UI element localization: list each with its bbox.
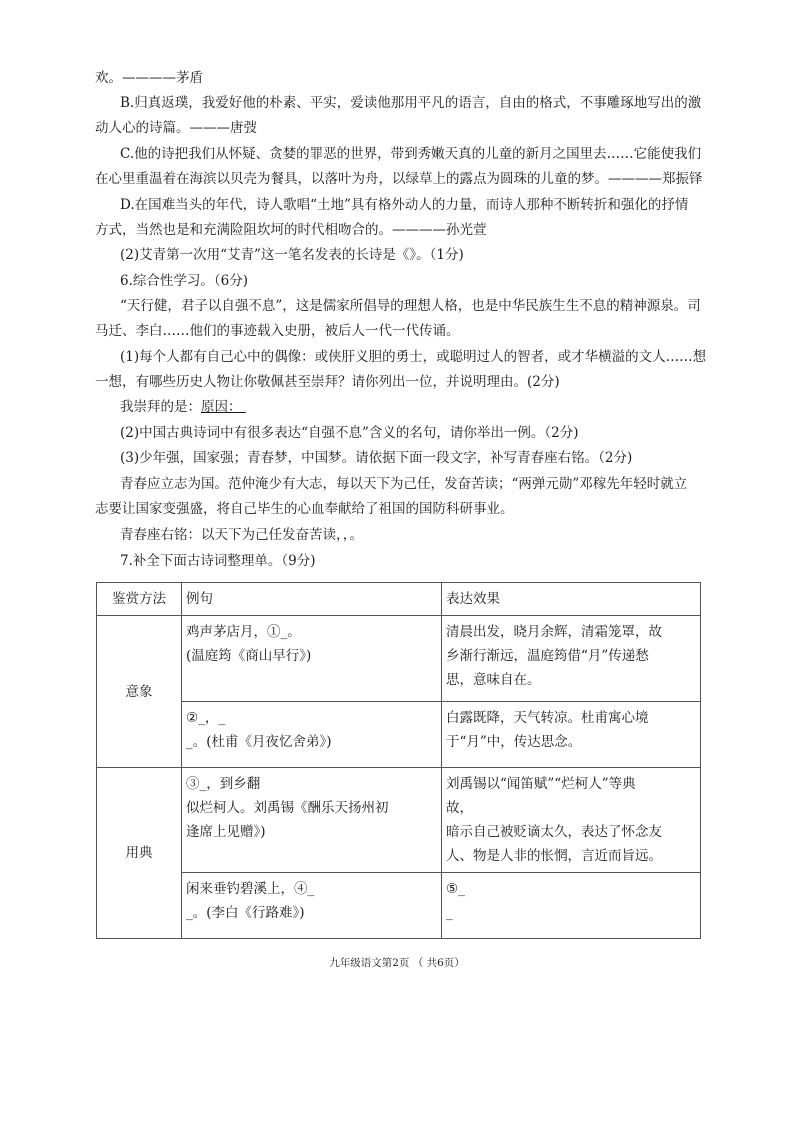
effect-line: 刘禹锡以“闻笛赋”“烂柯人”等典 bbox=[446, 776, 636, 792]
table-header-row bbox=[97, 583, 701, 616]
text-line: 动人心的诗篇。———唐弢 bbox=[95, 120, 257, 136]
text-line: 方式，当然也是和充满险阻坎坷的时代相吻合的。————孙光萱 bbox=[95, 222, 487, 238]
effect-line: 于“月”中，传达思念。 bbox=[446, 734, 582, 750]
table-row bbox=[97, 616, 701, 702]
method-cell: 用典 bbox=[97, 768, 182, 939]
effect-line: 白露既降，天气转凉。杜甫寓心境 bbox=[446, 710, 649, 726]
effect-line: 思，意味自在。 bbox=[446, 672, 541, 688]
example-line[interactable]: _。(杜甫《月夜忆舍弟》) bbox=[186, 734, 332, 750]
poetry-table bbox=[96, 582, 701, 939]
example-line[interactable]: _。(李白《行路难》) bbox=[186, 905, 305, 921]
effect-line[interactable]: ⑤_ bbox=[446, 881, 465, 897]
option-b-line: B.归真返璞，我爱好他的朴素、平实，爱读他那用平凡的语言，自由的格式，不事雕琢地写出的激 bbox=[120, 95, 702, 111]
paragraph-line: “天行健，君子以自强不息”，这是儒家所倡导的理想人格，也是中华民族生生不息的精神源泉。司 bbox=[120, 298, 701, 314]
text-line: 在心里重温着在海滨以贝壳为餐具，以落叶为舟，以绿草上的露点为圆珠的儿童的梦。————郑振铎 bbox=[95, 171, 703, 187]
text-line: 欢。————茅盾 bbox=[95, 70, 203, 86]
answer-line: 青春座右铭：以天下为己任发奋苦读，，。 bbox=[120, 527, 363, 543]
answer-blank[interactable] bbox=[242, 399, 246, 415]
example-cell bbox=[182, 768, 442, 873]
answer-label: 我崇拜的是： bbox=[120, 399, 201, 415]
effect-cell bbox=[442, 702, 701, 768]
example-line[interactable]: 鸡声茅店月，①_。 bbox=[186, 624, 301, 640]
example-line: (温庭筠《商山早行》) bbox=[186, 648, 312, 664]
example-line: 逢席上见赠》) bbox=[186, 824, 266, 840]
effect-line: 人、物是人非的怅惘，言近而旨远。 bbox=[446, 848, 662, 864]
example-cell bbox=[182, 702, 442, 768]
effect-cell bbox=[442, 873, 701, 939]
section-heading: 7.补全下面古诗词整理单。（9分) bbox=[120, 553, 316, 569]
effect-cell bbox=[442, 616, 701, 702]
option-c-line: C.他的诗把我们从怀疑、贪婪的罪恶的世界，带到秀嫩天真的儿童的新月之国里去……它能使我们 bbox=[120, 146, 702, 162]
effect-line: 故， bbox=[446, 800, 473, 816]
header-cell: 鉴赏方法 bbox=[97, 583, 182, 616]
section-heading: 6.综合性学习。（6分) bbox=[120, 273, 248, 289]
effect-line[interactable]: _ bbox=[446, 905, 453, 921]
example-line: 似烂柯人。刘禹锡《酬乐天扬州初 bbox=[186, 800, 389, 816]
question-text: (1)每个人都有自己心中的偶像：或侠肝义胆的勇士，或聪明过人的智者，或才华横溢的文人……想 bbox=[120, 349, 707, 365]
example-cell bbox=[182, 616, 442, 702]
header-cell: 表达效果 bbox=[442, 583, 701, 616]
option-d-line: D.在国难当头的年代，诗人歌唱“土地”具有格外动人的力量，而诗人那种不断转折和强化的抒情 bbox=[120, 197, 689, 213]
example-line[interactable]: ③_，到乡翻 bbox=[186, 776, 261, 792]
question-text: 一想，有哪些历史人物让你敬佩甚至崇拜？请你列出一位，并说明理由。(2分) bbox=[95, 374, 560, 390]
example-cell bbox=[182, 873, 442, 939]
question-text: (2)中国古典诗词中有很多表达“自强不息”含义的名句，请你举出一例。（2分) bbox=[120, 425, 579, 441]
paragraph-line: 马迁、李白……他们的事迹载入史册，被后人一代一代传诵。 bbox=[95, 323, 460, 339]
example-line[interactable]: 闲来垂钓碧溪上，④_ bbox=[186, 881, 315, 897]
paragraph-line: 青春应立志为国。范仲淹少有大志，每以天下为己任，发奋苦读；“两弹元勋”邓稼先年轻时就立 bbox=[120, 476, 688, 492]
table-row bbox=[97, 702, 701, 768]
method-cell: 意象 bbox=[97, 616, 182, 768]
effect-line: 清晨出发，晓月余辉，清霜笼罩，故 bbox=[446, 624, 662, 640]
effect-line: 乡渐行渐远，温庭筠借“月”传递愁 bbox=[446, 648, 649, 664]
question-text: (2)艾青第一次用“艾青”这一笔名发表的长诗是《》。（1分) bbox=[120, 247, 464, 263]
page-footer: 九年级语文第2页 （ 共6页） bbox=[329, 957, 465, 969]
paragraph-line: 志要让国家变强盛，将自己毕生的心血奉献给了祖国的国防科研事业。 bbox=[95, 501, 514, 517]
answer-line bbox=[120, 397, 246, 417]
example-line[interactable]: ②_，_ bbox=[186, 710, 226, 726]
answer-blank[interactable]: 原因： bbox=[201, 399, 242, 415]
question-text: (3)少年强，国家强；青春梦，中国梦。请依据下面一段文字，补写青春座右铭。（2分) bbox=[120, 450, 633, 466]
header-cell: 例句 bbox=[182, 583, 442, 616]
effect-cell bbox=[442, 768, 701, 873]
table-row bbox=[97, 768, 701, 873]
table-row bbox=[97, 873, 701, 939]
effect-line: 暗示自己被贬谪太久，表达了怀念友 bbox=[446, 824, 662, 840]
